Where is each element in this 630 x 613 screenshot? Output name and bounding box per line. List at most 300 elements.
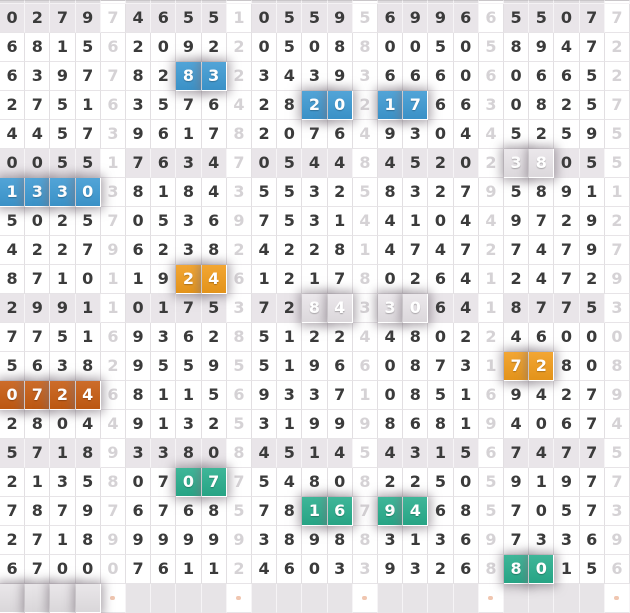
digit-cell-separator: 9 bbox=[101, 236, 126, 265]
digit-cell: 6 bbox=[403, 410, 428, 439]
digit-cell: 1 bbox=[76, 294, 101, 323]
digit-cell-highlight-orange: 0 bbox=[403, 294, 428, 323]
digit-cell: 3 bbox=[176, 149, 201, 178]
digit-cell: 7 bbox=[580, 4, 605, 33]
digit-cell: 3 bbox=[50, 468, 75, 497]
digit-cell: 3 bbox=[328, 555, 353, 584]
digit-cell-highlight-teal: 0 bbox=[176, 468, 201, 497]
digit-cell: 7 bbox=[0, 497, 25, 526]
digit-cell: 9 bbox=[76, 4, 101, 33]
digit-cell: 8 bbox=[76, 439, 101, 468]
digit-cell: 3 bbox=[151, 439, 176, 468]
digit-cell: 7 bbox=[554, 294, 579, 323]
digit-cell: 3 bbox=[277, 381, 302, 410]
digit-cell: 7 bbox=[151, 468, 176, 497]
digit-cell: 9 bbox=[529, 33, 554, 62]
digit-cell: 1 bbox=[454, 410, 479, 439]
digit-cell-separator: 3 bbox=[227, 178, 252, 207]
footer-green-cell bbox=[0, 584, 25, 613]
digit-cell: 0 bbox=[428, 120, 453, 149]
digit-cell: 5 bbox=[252, 352, 277, 381]
digit-cell-separator: 2 bbox=[605, 62, 630, 91]
digit-cell: 3 bbox=[25, 62, 50, 91]
digit-cell: 1 bbox=[50, 265, 75, 294]
digit-cell: 8 bbox=[378, 178, 403, 207]
digit-cell: 0 bbox=[454, 33, 479, 62]
digit-cell: 6 bbox=[151, 555, 176, 584]
digit-cell: 7 bbox=[50, 4, 75, 33]
digit-cell: 8 bbox=[277, 526, 302, 555]
digit-cell: 8 bbox=[504, 33, 529, 62]
digit-cell: 6 bbox=[454, 526, 479, 555]
digit-cell-highlight-blue: 7 bbox=[403, 91, 428, 120]
digit-cell: 6 bbox=[202, 207, 227, 236]
digit-cell: 6 bbox=[529, 323, 554, 352]
digit-cell-separator: 2 bbox=[605, 207, 630, 236]
digit-cell: 7 bbox=[504, 526, 529, 555]
digit-cell-separator: 1 bbox=[353, 236, 378, 265]
digit-cell: 5 bbox=[277, 33, 302, 62]
digit-cell: 9 bbox=[328, 410, 353, 439]
digit-cell: 8 bbox=[126, 178, 151, 207]
digit-cell: 2 bbox=[126, 33, 151, 62]
digit-cell: 6 bbox=[202, 91, 227, 120]
digit-cell-separator: 4 bbox=[353, 323, 378, 352]
footer-separator-cell bbox=[101, 584, 126, 613]
digit-cell: 5 bbox=[0, 207, 25, 236]
digit-cell-separator: 6 bbox=[101, 91, 126, 120]
digit-cell: 8 bbox=[454, 497, 479, 526]
digit-cell: 1 bbox=[328, 207, 353, 236]
digit-cell-separator: 9 bbox=[101, 439, 126, 468]
digit-cell-separator: 8 bbox=[353, 149, 378, 178]
digit-cell: 1 bbox=[277, 410, 302, 439]
digit-cell: 3 bbox=[454, 352, 479, 381]
digit-cell: 0 bbox=[378, 265, 403, 294]
digit-cell: 2 bbox=[428, 178, 453, 207]
digit-cell: 6 bbox=[428, 497, 453, 526]
digit-cell-separator: 9 bbox=[227, 207, 252, 236]
digit-cell: 6 bbox=[176, 323, 201, 352]
digit-cell: 0 bbox=[76, 555, 101, 584]
digit-cell: 5 bbox=[529, 4, 554, 33]
digit-cell: 5 bbox=[176, 352, 201, 381]
digit-cell: 4 bbox=[529, 265, 554, 294]
digit-cell: 7 bbox=[76, 120, 101, 149]
digit-cell: 0 bbox=[580, 323, 605, 352]
digit-cell: 7 bbox=[554, 265, 579, 294]
tiny-dot-icon bbox=[110, 596, 115, 600]
digit-cell: 6 bbox=[554, 410, 579, 439]
digit-cell-separator: 9 bbox=[605, 526, 630, 555]
digit-cell: 6 bbox=[428, 91, 453, 120]
digit-cell: 0 bbox=[529, 410, 554, 439]
footer-green-cell bbox=[50, 584, 75, 613]
digit-cell: 8 bbox=[25, 33, 50, 62]
digit-cell: 9 bbox=[151, 526, 176, 555]
digit-cell: 5 bbox=[403, 149, 428, 178]
digit-cell: 2 bbox=[202, 410, 227, 439]
digit-cell-highlight-orange: 2 bbox=[529, 352, 554, 381]
digit-cell: 7 bbox=[25, 555, 50, 584]
footer-separator-cell bbox=[479, 584, 504, 613]
digit-cell: 8 bbox=[25, 410, 50, 439]
digit-cell: 5 bbox=[76, 207, 101, 236]
digit-cell-separator: 2 bbox=[227, 555, 252, 584]
digit-cell: 2 bbox=[554, 91, 579, 120]
digit-cell: 3 bbox=[126, 91, 151, 120]
digit-cell: 6 bbox=[151, 4, 176, 33]
digit-cell: 6 bbox=[151, 120, 176, 149]
digit-cell-highlight-orange: 2 bbox=[176, 265, 201, 294]
digit-cell: 2 bbox=[252, 120, 277, 149]
digit-cell: 0 bbox=[378, 381, 403, 410]
digit-cell: 1 bbox=[277, 323, 302, 352]
digit-cell-separator: 5 bbox=[227, 410, 252, 439]
digit-cell-separator: 1 bbox=[479, 265, 504, 294]
digit-cell: 7 bbox=[554, 236, 579, 265]
digit-cell-separator: 7 bbox=[101, 207, 126, 236]
digit-cell-separator: 5 bbox=[479, 497, 504, 526]
digit-cell: 4 bbox=[302, 149, 327, 178]
digit-cell-separator: 8 bbox=[353, 526, 378, 555]
digit-cell: 8 bbox=[76, 526, 101, 555]
digit-cell: 9 bbox=[504, 381, 529, 410]
digit-cell: 7 bbox=[25, 265, 50, 294]
digit-cell-separator: 6 bbox=[227, 265, 252, 294]
digit-cell-separator: 3 bbox=[353, 555, 378, 584]
digit-cell: 2 bbox=[454, 323, 479, 352]
digit-cell: 8 bbox=[403, 352, 428, 381]
digit-cell: 9 bbox=[580, 236, 605, 265]
digit-cell: 4 bbox=[504, 323, 529, 352]
digit-cell: 3 bbox=[378, 526, 403, 555]
digit-cell-highlight-orange: 7 bbox=[504, 352, 529, 381]
footer-cell bbox=[554, 584, 579, 613]
digit-cell: 3 bbox=[302, 178, 327, 207]
digit-cell: 8 bbox=[176, 178, 201, 207]
digit-cell-separator: 2 bbox=[101, 352, 126, 381]
digit-cell-separator: 9 bbox=[479, 410, 504, 439]
digit-cell: 2 bbox=[302, 236, 327, 265]
digit-cell-separator: 9 bbox=[479, 526, 504, 555]
digit-cell-highlight-blue: 0 bbox=[76, 178, 101, 207]
digit-cell: 7 bbox=[76, 236, 101, 265]
digit-cell: 9 bbox=[25, 294, 50, 323]
digit-cell: 1 bbox=[176, 120, 201, 149]
digit-cell: 1 bbox=[50, 439, 75, 468]
digit-cell: 8 bbox=[176, 439, 201, 468]
digit-cell: 1 bbox=[403, 207, 428, 236]
digit-cell: 5 bbox=[202, 381, 227, 410]
digit-cell: 8 bbox=[529, 178, 554, 207]
digit-cell: 1 bbox=[302, 265, 327, 294]
digit-cell-separator: 7 bbox=[227, 149, 252, 178]
digit-cell: 5 bbox=[50, 149, 75, 178]
digit-cell: 8 bbox=[202, 497, 227, 526]
digit-cell: 5 bbox=[277, 149, 302, 178]
digit-cell: 3 bbox=[403, 555, 428, 584]
digit-cell-separator: 6 bbox=[101, 33, 126, 62]
digit-cell-separator: 7 bbox=[101, 62, 126, 91]
digit-cell: 5 bbox=[554, 120, 579, 149]
digit-cell: 7 bbox=[580, 497, 605, 526]
digit-cell: 1 bbox=[454, 381, 479, 410]
digit-cell-separator: 2 bbox=[227, 236, 252, 265]
digit-cell: 4 bbox=[428, 236, 453, 265]
digit-cell-highlight-teal: 4 bbox=[403, 497, 428, 526]
digit-cell: 2 bbox=[0, 91, 25, 120]
digit-cell: 1 bbox=[580, 178, 605, 207]
digit-cell: 0 bbox=[0, 149, 25, 178]
digit-cell-highlight-teal: 8 bbox=[504, 555, 529, 584]
digit-cell: 9 bbox=[504, 207, 529, 236]
digit-cell: 5 bbox=[151, 207, 176, 236]
digit-cell-separator: 5 bbox=[353, 439, 378, 468]
digit-cell: 3 bbox=[403, 178, 428, 207]
digit-cell: 7 bbox=[529, 207, 554, 236]
digit-cell: 5 bbox=[76, 468, 101, 497]
digit-cell: 9 bbox=[202, 352, 227, 381]
digit-cell: 6 bbox=[0, 555, 25, 584]
digit-cell: 9 bbox=[151, 265, 176, 294]
digit-cell: 6 bbox=[529, 62, 554, 91]
digit-cell: 1 bbox=[126, 265, 151, 294]
digit-cell: 9 bbox=[126, 120, 151, 149]
digit-cell: 1 bbox=[202, 555, 227, 584]
digit-cell: 7 bbox=[454, 236, 479, 265]
digit-cell-highlight-darkorange: 7 bbox=[25, 381, 50, 410]
digit-cell-highlight-blue: 3 bbox=[25, 178, 50, 207]
digit-cell: 0 bbox=[403, 33, 428, 62]
digit-cell: 6 bbox=[554, 62, 579, 91]
digit-cell: 0 bbox=[151, 33, 176, 62]
digit-cell: 0 bbox=[504, 91, 529, 120]
digit-cell: 9 bbox=[328, 4, 353, 33]
digit-cell-highlight-blue: 3 bbox=[202, 62, 227, 91]
digit-cell: 0 bbox=[252, 149, 277, 178]
digit-cell: 9 bbox=[554, 178, 579, 207]
digit-cell: 2 bbox=[0, 468, 25, 497]
digit-cell: 5 bbox=[151, 91, 176, 120]
digit-cell-separator: 2 bbox=[479, 236, 504, 265]
digit-cell: 6 bbox=[328, 120, 353, 149]
digit-cell: 3 bbox=[252, 410, 277, 439]
digit-cell: 8 bbox=[76, 352, 101, 381]
digit-cell: 0 bbox=[554, 323, 579, 352]
digit-cell-separator: 6 bbox=[101, 323, 126, 352]
footer-cell bbox=[176, 584, 201, 613]
digit-cell: 4 bbox=[378, 207, 403, 236]
digit-cell: 5 bbox=[50, 120, 75, 149]
digit-cell: 6 bbox=[0, 62, 25, 91]
digit-cell: 4 bbox=[554, 33, 579, 62]
digit-cell: 0 bbox=[277, 120, 302, 149]
digit-cell: 7 bbox=[25, 439, 50, 468]
digit-cell: 4 bbox=[328, 439, 353, 468]
digit-cell: 6 bbox=[25, 352, 50, 381]
digit-cell: 9 bbox=[76, 497, 101, 526]
digit-cell: 2 bbox=[151, 62, 176, 91]
digit-cell: 8 bbox=[328, 236, 353, 265]
digit-cell: 7 bbox=[25, 323, 50, 352]
footer-cell bbox=[428, 584, 453, 613]
digit-cell-separator: 8 bbox=[479, 555, 504, 584]
digit-cell: 3 bbox=[302, 62, 327, 91]
digit-cell: 9 bbox=[403, 4, 428, 33]
digit-cell: 7 bbox=[202, 120, 227, 149]
digit-cell-separator: 1 bbox=[101, 294, 126, 323]
digit-cell: 0 bbox=[328, 468, 353, 497]
digit-cell: 3 bbox=[176, 236, 201, 265]
digit-cell: 2 bbox=[277, 294, 302, 323]
digit-cell: 2 bbox=[554, 207, 579, 236]
digit-cell: 8 bbox=[378, 410, 403, 439]
digit-cell: 3 bbox=[403, 120, 428, 149]
digit-cell-separator: 4 bbox=[101, 410, 126, 439]
digit-cell-separator: 6 bbox=[479, 381, 504, 410]
digit-cell-highlight-darkorange: 4 bbox=[76, 381, 101, 410]
digit-cell: 2 bbox=[428, 149, 453, 178]
digit-cell: 5 bbox=[76, 149, 101, 178]
digit-cell-separator: 0 bbox=[101, 555, 126, 584]
digit-cell-highlight-darkorange: 2 bbox=[50, 381, 75, 410]
digit-cell-separator: 5 bbox=[479, 33, 504, 62]
digit-cell: 5 bbox=[277, 439, 302, 468]
digit-cell: 5 bbox=[428, 381, 453, 410]
digit-cell: 7 bbox=[25, 91, 50, 120]
digit-cell-separator: 1 bbox=[101, 149, 126, 178]
digit-cell-separator: 8 bbox=[227, 323, 252, 352]
digit-cell: 9 bbox=[378, 555, 403, 584]
digit-cell: 0 bbox=[378, 352, 403, 381]
digit-cell: 2 bbox=[25, 4, 50, 33]
digit-cell: 0 bbox=[302, 555, 327, 584]
digit-cell: 4 bbox=[378, 439, 403, 468]
digit-cell: 0 bbox=[25, 149, 50, 178]
digit-cell-separator: 1 bbox=[479, 352, 504, 381]
digit-cell-separator: 9 bbox=[227, 526, 252, 555]
digit-cell: 7 bbox=[302, 120, 327, 149]
digit-cell: 6 bbox=[378, 62, 403, 91]
digit-cell: 2 bbox=[504, 265, 529, 294]
digit-cell: 4 bbox=[529, 381, 554, 410]
digit-cell: 1 bbox=[25, 468, 50, 497]
digit-cell: 9 bbox=[176, 526, 201, 555]
digit-cell: 4 bbox=[504, 410, 529, 439]
digit-cell-separator: 8 bbox=[353, 468, 378, 497]
digit-cell-separator: 5 bbox=[605, 439, 630, 468]
digit-cell-highlight-orange: 8 bbox=[302, 294, 327, 323]
digit-cell-separator: 2 bbox=[227, 33, 252, 62]
digit-cell: 2 bbox=[428, 555, 453, 584]
digit-cell-separator: 2 bbox=[479, 323, 504, 352]
digit-cell: 1 bbox=[428, 439, 453, 468]
digit-cell: 9 bbox=[428, 4, 453, 33]
footer-cell bbox=[328, 584, 353, 613]
digit-cell: 8 bbox=[25, 497, 50, 526]
digit-cell: 6 bbox=[403, 62, 428, 91]
digit-cell-separator: 9 bbox=[605, 381, 630, 410]
digit-cell: 3 bbox=[252, 526, 277, 555]
digit-cell: 6 bbox=[126, 236, 151, 265]
digit-cell: 7 bbox=[454, 178, 479, 207]
digit-cell-highlight-orange: 3 bbox=[378, 294, 403, 323]
digit-cell: 0 bbox=[454, 62, 479, 91]
digit-cell: 0 bbox=[428, 323, 453, 352]
digit-cell: 2 bbox=[0, 410, 25, 439]
digit-cell-separator: 7 bbox=[101, 4, 126, 33]
digit-cell: 8 bbox=[202, 236, 227, 265]
digit-cell: 5 bbox=[202, 294, 227, 323]
digit-cell: 6 bbox=[454, 555, 479, 584]
digit-cell: 0 bbox=[126, 294, 151, 323]
digit-cell-separator: 3 bbox=[479, 91, 504, 120]
digit-cell: 7 bbox=[176, 91, 201, 120]
digit-cell: 0 bbox=[529, 497, 554, 526]
digit-cell: 1 bbox=[76, 91, 101, 120]
digit-cell: 8 bbox=[126, 62, 151, 91]
digit-cell: 0 bbox=[378, 33, 403, 62]
digit-cell: 5 bbox=[252, 178, 277, 207]
digit-cell: 3 bbox=[151, 323, 176, 352]
digit-cell: 9 bbox=[328, 62, 353, 91]
digit-cell: 9 bbox=[126, 323, 151, 352]
digit-cell: 1 bbox=[50, 33, 75, 62]
footer-separator-cell bbox=[227, 584, 252, 613]
digit-cell-separator: 1 bbox=[353, 381, 378, 410]
digit-cell: 3 bbox=[176, 410, 201, 439]
digit-cell-highlight-teal: 0 bbox=[529, 555, 554, 584]
digit-cell: 5 bbox=[50, 91, 75, 120]
digit-cell: 1 bbox=[176, 555, 201, 584]
digit-cell-separator: 9 bbox=[353, 410, 378, 439]
footer-cell bbox=[151, 584, 176, 613]
digit-cell: 0 bbox=[554, 149, 579, 178]
digit-cell-highlight-orange: 4 bbox=[202, 265, 227, 294]
digit-cell: 3 bbox=[403, 439, 428, 468]
digit-cell: 5 bbox=[580, 62, 605, 91]
digit-cell-separator: 3 bbox=[605, 294, 630, 323]
digit-cell-highlight-teal: 1 bbox=[302, 497, 327, 526]
digit-cell-separator: 2 bbox=[479, 149, 504, 178]
digit-cell-separator: 5 bbox=[605, 120, 630, 149]
digit-cell: 7 bbox=[504, 439, 529, 468]
digit-cell: 9 bbox=[126, 526, 151, 555]
digit-cell: 7 bbox=[580, 381, 605, 410]
digit-cell: 1 bbox=[302, 439, 327, 468]
digit-cell: 1 bbox=[403, 526, 428, 555]
digit-cell: 1 bbox=[151, 294, 176, 323]
digit-cell: 7 bbox=[0, 323, 25, 352]
digit-cell-separator: 5 bbox=[353, 4, 378, 33]
digit-cell: 5 bbox=[252, 468, 277, 497]
digit-cell: 7 bbox=[580, 439, 605, 468]
digit-cell-separator: 4 bbox=[353, 207, 378, 236]
digit-cell: 4 bbox=[378, 323, 403, 352]
digit-cell: 5 bbox=[504, 4, 529, 33]
digit-cell-separator: 6 bbox=[101, 381, 126, 410]
footer-cell bbox=[252, 584, 277, 613]
digit-cell: 5 bbox=[580, 91, 605, 120]
digit-cell: 7 bbox=[403, 236, 428, 265]
digit-cell: 0 bbox=[580, 352, 605, 381]
digit-cell: 1 bbox=[252, 265, 277, 294]
digit-cell: 8 bbox=[302, 468, 327, 497]
digit-cell: 0 bbox=[454, 149, 479, 178]
digit-cell: 6 bbox=[428, 62, 453, 91]
digit-cell: 9 bbox=[378, 120, 403, 149]
